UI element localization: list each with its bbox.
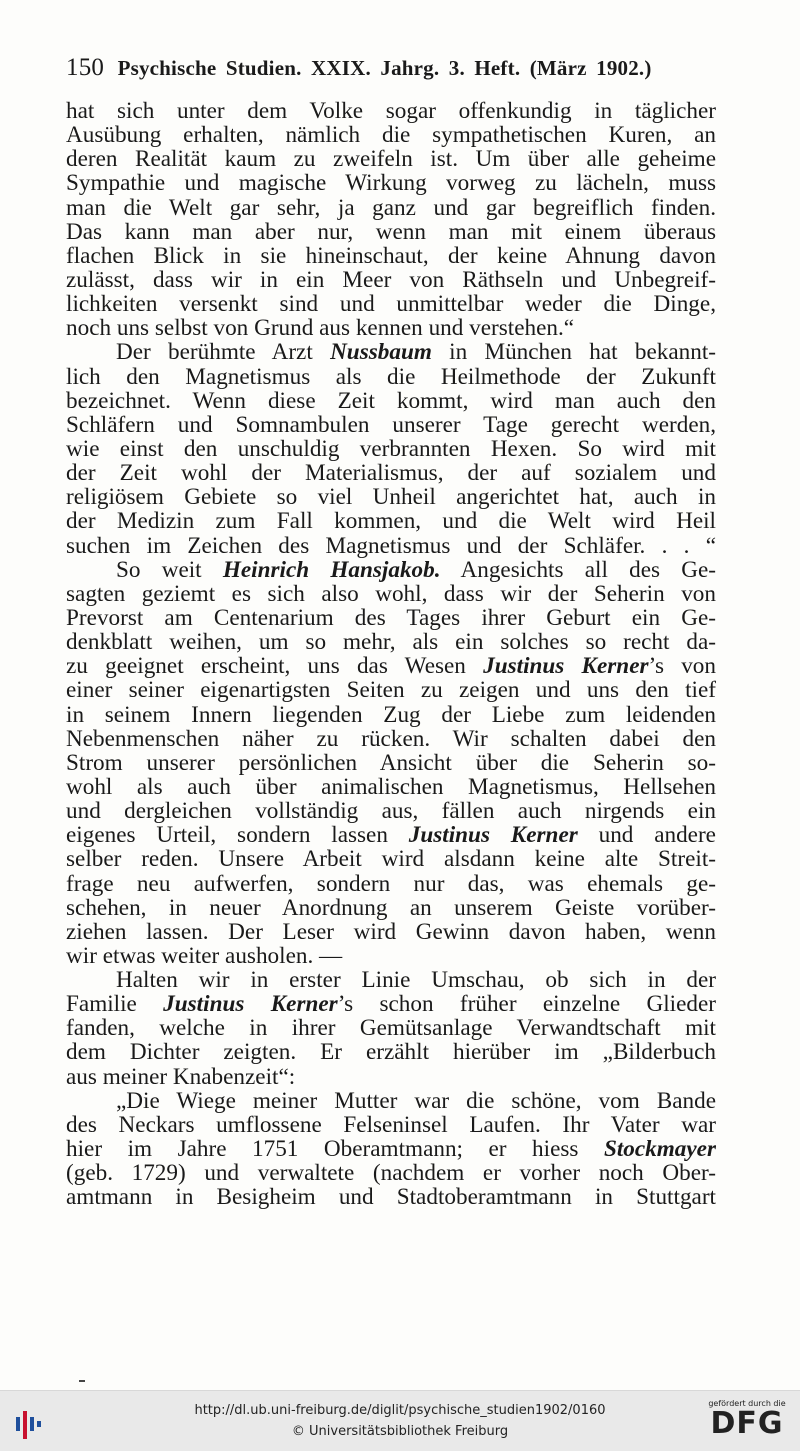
text-line bbox=[66, 534, 716, 558]
body-text bbox=[66, 99, 716, 1209]
text-line bbox=[66, 751, 716, 775]
text-line bbox=[66, 196, 716, 220]
text-line bbox=[66, 437, 716, 461]
text-line bbox=[66, 703, 716, 727]
text-line bbox=[66, 509, 716, 533]
text-run: man die Welt gar sehr, ja ganz und gar begreiflich finden. bbox=[66, 195, 716, 220]
funding-note: gefördert durch die bbox=[708, 1399, 786, 1408]
text-line bbox=[66, 1137, 716, 1161]
text-line bbox=[66, 413, 716, 437]
text-run: eigenes Urteil, sondern lassen bbox=[66, 823, 409, 848]
text-run: amtmann in Besigheim und Stadtoberamtmann in Stuttgart bbox=[66, 1185, 716, 1210]
text-line bbox=[66, 244, 716, 268]
text-run: (geb. 1729) und verwaltete (nachdem er vorher noch Ober- bbox=[66, 1161, 716, 1186]
text-line bbox=[66, 1161, 716, 1185]
text-run: der Medizin zum Fall kommen, und die Welt wird Heil bbox=[66, 509, 716, 534]
text-line bbox=[66, 944, 716, 968]
text-run: flachen Blick in sie hineinschaut, der keine Ahnung davon bbox=[66, 243, 716, 268]
text-line bbox=[66, 799, 716, 823]
text-run: zulässt, dass wir in ein Meer von Räthseln und Unbegreif- bbox=[66, 267, 716, 293]
text-run: in München hat bekannt- bbox=[431, 340, 716, 365]
text-line bbox=[66, 678, 716, 702]
text-run: Das kann man aber nur, wenn man mit einem überaus bbox=[66, 219, 716, 244]
page-number: 150 bbox=[66, 54, 105, 81]
text-line bbox=[66, 727, 716, 751]
text-run: „Die Wiege meiner Mutter war die schöne, vom Bande bbox=[116, 1088, 716, 1113]
text-run: sagten geziemt es sich also wohl, dass wir der Seherin von bbox=[66, 581, 716, 606]
text-line bbox=[66, 872, 716, 896]
text-line bbox=[66, 171, 716, 195]
dfg-logo bbox=[704, 1399, 790, 1440]
text-run: ’s von bbox=[648, 654, 716, 679]
text-line bbox=[66, 340, 716, 364]
print-mark bbox=[79, 1380, 85, 1382]
text-line bbox=[66, 606, 716, 630]
text-line bbox=[66, 582, 716, 606]
text-run: selber reden. Unsere Arbeit wird alsdann keine alte Streit- bbox=[66, 847, 716, 872]
text-run: frage neu aufwerfen, sondern nur das, was ehemals ge- bbox=[66, 871, 716, 896]
text-run: hat sich unter dem Volke sogar offenkundig in täglicher bbox=[66, 99, 716, 124]
text-line bbox=[66, 123, 716, 147]
text-run: Prevorst am Centenarium des Tages ihrer Geburt ein Ge- bbox=[66, 605, 716, 631]
text-line bbox=[66, 920, 716, 944]
emphasized-name: Justinus Kerner bbox=[483, 654, 649, 679]
text-run: schehen, in neuer Anordnung an unserem Geiste vorüber- bbox=[66, 895, 716, 920]
text-run: Ausübung erhalten, nämlich die sympathetischen Kuren, an bbox=[66, 123, 716, 148]
text-line bbox=[66, 485, 716, 509]
text-run: Sympathie und magische Wirkung vorweg zu lächeln, muss bbox=[66, 171, 716, 196]
text-line bbox=[66, 99, 716, 123]
running-header bbox=[66, 54, 716, 82]
emphasized-name: Heinrich Hansjakob. bbox=[222, 557, 441, 582]
text-run: Halten wir in erster Linie Umschau, ob sich in der bbox=[116, 968, 716, 993]
text-run: Nebenmenschen näher zu rücken. Wir schalten dabei den bbox=[66, 726, 716, 751]
text-run: lichkeiten versenkt sind und unmittelbar weder die Dinge, bbox=[66, 292, 716, 317]
text-line bbox=[66, 316, 716, 340]
text-run: deren Realität kaum zu zweifeln ist. Um über alle geheime bbox=[66, 147, 716, 172]
text-run: denkblatt weihen, um so mehr, als ein solches so recht da- bbox=[66, 630, 716, 655]
text-run: Angesichts all des Ge- bbox=[440, 557, 716, 582]
text-run: wie einst den unschuldig verbrannten Hexen. So wird mit bbox=[66, 436, 716, 462]
text-line bbox=[66, 775, 716, 799]
text-line bbox=[66, 630, 716, 654]
copyright-notice: © Universitätsbibliothek Freiburg bbox=[291, 1424, 509, 1439]
text-run: in seinem Innern liegenden Zug der Liebe zum leidenden bbox=[66, 702, 716, 727]
text-line bbox=[66, 389, 716, 413]
text-run: lich den Magnetismus als die Heilmethode der Zukunft bbox=[66, 364, 716, 389]
text-run: wir etwas weiter ausholen. — bbox=[66, 943, 343, 969]
text-run: zu geeignet erscheint, uns das Wesen bbox=[66, 654, 484, 679]
viewer-footer bbox=[0, 1390, 800, 1451]
emphasized-name: Justinus Kerner bbox=[163, 992, 338, 1017]
text-run: einer seiner eigenartigsten Seiten zu zeigen und uns den tief bbox=[66, 678, 716, 703]
text-line bbox=[66, 1065, 716, 1089]
text-line bbox=[66, 896, 716, 920]
text-line bbox=[66, 268, 716, 292]
text-run: dem Dichter zeigten. Er erzählt hierüber im „Bilderbuch bbox=[66, 1040, 716, 1065]
text-line bbox=[66, 365, 716, 389]
text-line bbox=[66, 1089, 716, 1113]
text-run: und andere bbox=[577, 823, 716, 848]
text-line bbox=[66, 847, 716, 871]
emphasized-name: Justinus Kerner bbox=[408, 823, 578, 848]
text-line bbox=[66, 461, 716, 485]
emphasized-name: Stockmayer bbox=[603, 1137, 716, 1162]
text-line bbox=[66, 220, 716, 244]
text-line bbox=[66, 1040, 716, 1064]
text-line bbox=[66, 1016, 716, 1040]
text-run: religiösem Gebiete so viel Unheil angerichtet hat, auch in bbox=[66, 485, 716, 510]
text-line bbox=[66, 147, 716, 171]
permalink[interactable]: http://dl.ub.uni-freiburg.de/diglit/psychische_studien1902/0160 bbox=[194, 1403, 606, 1418]
text-line bbox=[66, 654, 716, 678]
text-run: noch uns selbst von Grund aus kennen und verstehen.“ bbox=[66, 316, 575, 341]
text-run: fanden, welche in ihrer Gemütsanlage Verwandtschaft mit bbox=[66, 1016, 716, 1041]
text-line bbox=[66, 968, 716, 992]
emphasized-name: Nussbaum bbox=[330, 340, 432, 365]
dfg-wordmark: DFG bbox=[710, 1406, 784, 1441]
text-run: Schläfern und Somnambulen unserer Tage gerecht werden, bbox=[66, 412, 716, 437]
text-run: aus meiner Knabenzeit“: bbox=[66, 1064, 296, 1089]
text-line bbox=[66, 823, 716, 847]
text-run: der Zeit wohl der Materialismus, der auf sozialem und bbox=[66, 461, 716, 486]
text-run: des Neckars umflossene Felseninsel Laufen. Ihr Vater war bbox=[66, 1112, 716, 1138]
text-run: und dergleichen vollständig aus, fällen auch nirgends ein bbox=[66, 799, 716, 824]
text-run: ’s schon früher einzelne Glieder bbox=[337, 992, 716, 1017]
journal-title: Psychische Studien. XXIX. Jahrg. 3. Heft. (März 1902.) bbox=[117, 56, 652, 80]
text-run: ziehen lassen. Der Leser wird Gewinn davon haben, wenn bbox=[66, 919, 716, 944]
text-run: bezeichnet. Wenn diese Zeit kommt, wird man auch den bbox=[66, 388, 716, 413]
text-line bbox=[66, 292, 716, 316]
text-line bbox=[66, 992, 716, 1016]
text-line bbox=[66, 558, 716, 582]
text-run: Der berühmte Arzt bbox=[116, 340, 331, 365]
text-run: Strom unserer persönlichen Ansicht über die Seherin so- bbox=[66, 750, 716, 775]
text-run: wohl als auch über animalischen Magnetismus, Hellsehen bbox=[66, 774, 716, 800]
text-line bbox=[66, 1185, 716, 1209]
text-run: suchen im Zeichen des Magnetismus und der Schläfer. . . “ bbox=[66, 533, 716, 558]
text-line bbox=[66, 1113, 716, 1137]
text-run: hier im Jahre 1751 Oberamtmann; er hiess bbox=[66, 1137, 604, 1162]
text-run: Familie bbox=[66, 992, 164, 1017]
text-run: So weit bbox=[116, 557, 223, 582]
